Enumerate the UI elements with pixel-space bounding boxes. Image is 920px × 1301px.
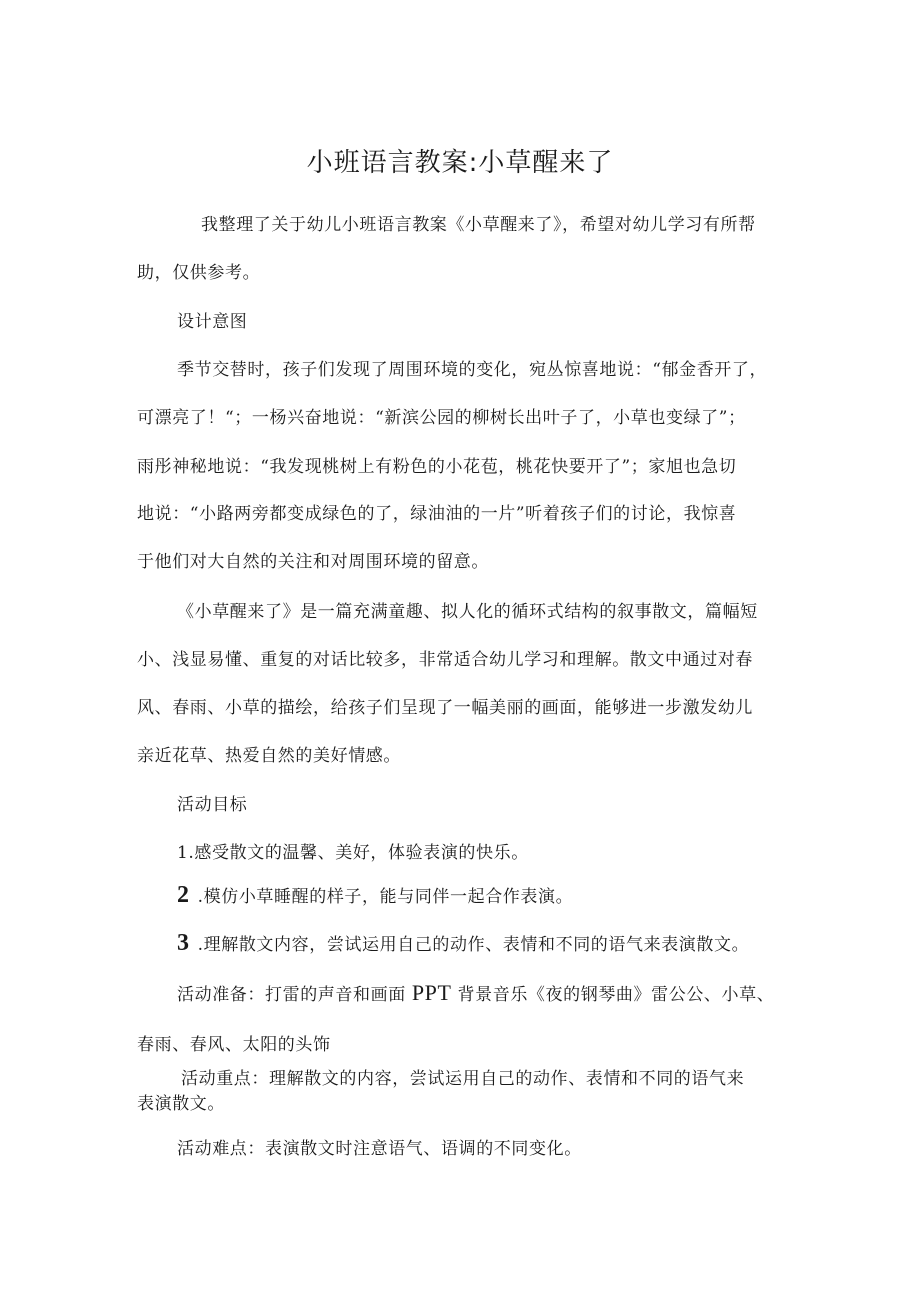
intro-line-1: 我整理了关于幼儿小班语言教案《小草醒来了》，希望对幼儿学习有所帮: [201, 215, 756, 235]
difficulty-line: 活动难点：表演散文时注意语气、语调的不同变化。: [177, 1139, 582, 1159]
prep-label: 活动准备：打雷的声音和画面: [177, 985, 406, 1005]
text-para-line-1: 《小草醒来了》是一篇充满童趣、拟人化的循环式结构的叙事散文，篇幅短: [177, 602, 758, 622]
goal-item-1: [137, 838, 837, 863]
text-para-line-3: 风、春雨、小草的描绘，给孩子们呈现了一幅美丽的画面，能够进一步激发幼儿: [137, 698, 753, 718]
goal-text: 感受散文的温馨、美好，体验表演的快乐。: [194, 843, 529, 863]
text-para-line-2: 小、浅显易懂、重复的对话比较多，非常适合幼儿学习和理解。散文中通过对春: [137, 650, 753, 670]
design-para-line-3: 雨彤神秘地说：“我发现桃树上有粉色的小花苞，桃花快要开了”；家旭也急切: [137, 457, 737, 477]
document-title: 小班语言教案:小草醒来了: [306, 148, 614, 178]
prep-line-1: [137, 980, 837, 1006]
prep-ppt: PPT: [411, 980, 452, 1005]
section-heading-goals: 活动目标: [177, 795, 248, 815]
goal-number: 1.: [177, 843, 195, 863]
goal-number: 3: [177, 930, 190, 956]
prep-rest: 背景音乐《夜的钢琴曲》雷公公、小草、: [457, 985, 775, 1005]
goal-item-3: [137, 930, 837, 957]
design-para-line-2: 可漂亮了！“；一杨兴奋地说：“新滨公园的柳树长出叶子了，小草也变绿了”；: [137, 408, 746, 428]
goal-number: 2: [177, 882, 190, 908]
design-para-line-4: 地说：“小路两旁都变成绿色的了，绿油油的一片”听着孩子们的讨论，我惊喜: [137, 504, 737, 524]
design-para-line-1: 季节交替时，孩子们发现了周围环境的变化，宛丛惊喜地说：“郁金香开了，: [177, 360, 768, 380]
prep-line-2: 春雨、春风、太阳的头饰: [137, 1035, 331, 1055]
text-para-line-4: 亲近花草、热爱自然的美好情感。: [137, 746, 401, 766]
design-para-line-5: 于他们对大自然的关注和对周围环境的留意。: [137, 552, 489, 572]
goal-text: .模仿小草睡醒的样子，能与同伴一起合作表演。: [197, 887, 574, 907]
section-heading-design: 设计意图: [177, 312, 248, 332]
intro-line-2: 助，仅供参考。: [137, 263, 261, 283]
goal-text: .理解散文内容，尝试运用自己的动作、表情和不同的语气来表演散文。: [197, 935, 750, 955]
goal-item-2: [137, 882, 837, 909]
key-line-2: 表演散文。: [137, 1094, 225, 1114]
key-line-1: 活动重点：理解散文的内容，尝试运用自己的动作、表情和不同的语气来: [181, 1069, 745, 1089]
